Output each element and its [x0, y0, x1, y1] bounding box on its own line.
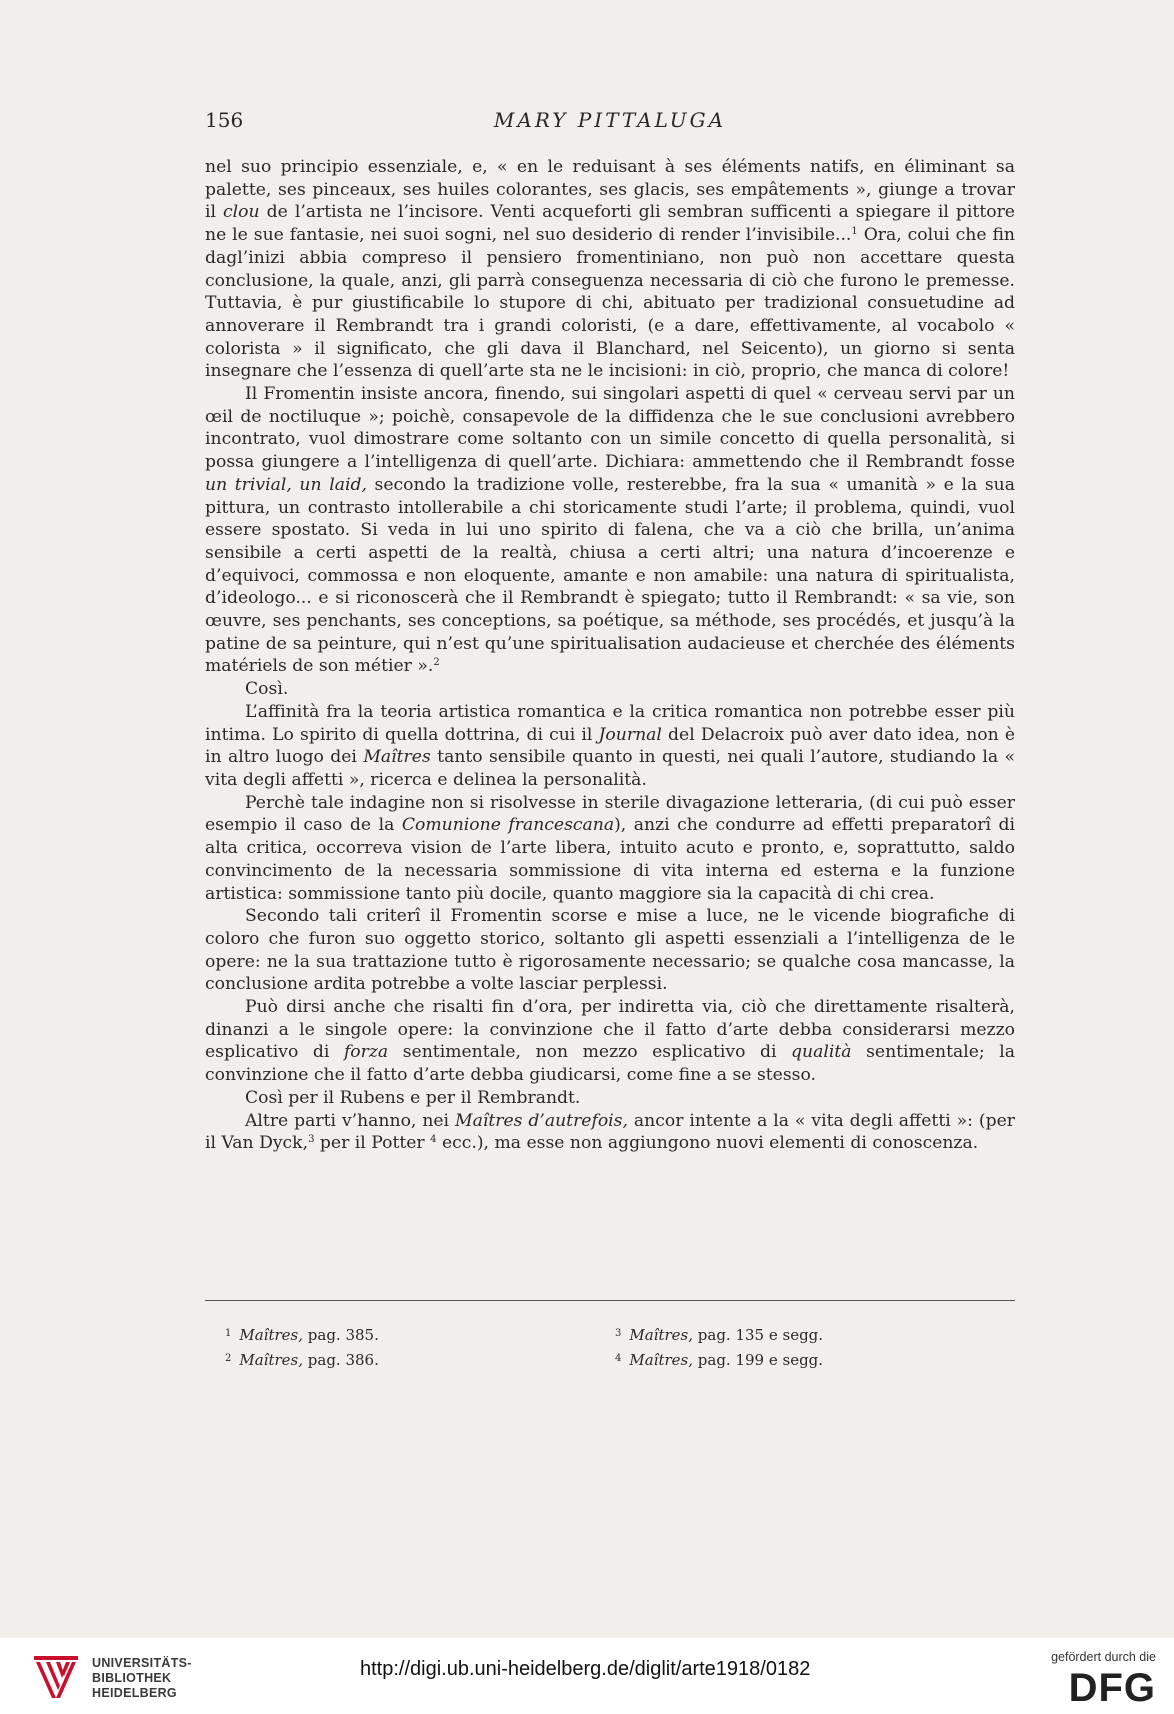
footnote-ref: 2	[433, 657, 440, 669]
text-run: Può dirsi anche che risalti fin d’ora, per indiretta via, ciò che direttamente risalterà, dinanzi a le singole opere: la convinzione che il fatto d’arte debba considerarsi mezzo esplicativo di	[205, 997, 1015, 1063]
italic-text: un trivial, un laid,	[205, 474, 367, 495]
footnote-mark: 1	[225, 1328, 232, 1339]
text-run: tanto sensibile quanto in questi, nei quali l’autore, studiando la « vita degli affetti », ricerca e delinea la personalità.	[205, 747, 1015, 790]
footnote	[225, 1347, 585, 1372]
footnote-ref-text: pag. 385.	[303, 1326, 379, 1344]
footnotes-left-column	[225, 1322, 585, 1372]
footnote-ref-text: pag. 199 e segg.	[693, 1351, 824, 1369]
text-run: ecc.), ma esse non aggiungono nuovi elementi di conoscenza.	[436, 1133, 979, 1154]
footnote-ref-text: pag. 386.	[303, 1351, 379, 1369]
text-run: Ora, colui che fin dagl’inizi abbia compreso il pensiero fromentiniano, non può non accettare questa conclusione, la quale, anzi, gli parrà conseguenza necessaria di ciò che furono le premesse. Tuttavia, è pur giustificabile lo stupore di chi, abituato per tradizional consuetudine ad annoverare il Rembrandt tra i grandi coloristi, (e a dare, effettivamente, al vocabolo « colorista » il significato, che gli dava il Blanchard, nel Seicento), un giorno si senta insegnare che l’essenza di quell’arte sta ne le incisioni: in ciò, proprio, che manca di colore!	[205, 225, 1015, 382]
text-run: Secondo tali criterî il Fromentin scorse e mise a luce, ne le vicende biografiche di coloro che furon suo oggetto storico, soltanto gli aspetti essenziali a l’intelligenza de le opere: ne la sua trattazione tutto è rigorosamente necessario; se qualche cosa mancasse, la conclusione ardita potrebbe a volte lasciar perplessi.	[205, 906, 1015, 995]
footnote	[615, 1322, 975, 1347]
footnote-ref: 1	[851, 226, 858, 238]
paragraph	[205, 701, 1015, 792]
paragraph	[205, 1110, 1015, 1155]
text-run: Perchè tale indagine non si risolvesse in sterile divagazione letteraria, (di cui può esser esempio il caso de la	[205, 792, 1015, 836]
footnotes-right-column	[615, 1322, 975, 1372]
funded-by-label: gefördert durch die	[1051, 1650, 1156, 1664]
footnote-separator	[205, 1300, 1015, 1301]
italic-text: Maîtres d’autrefois,	[455, 1110, 628, 1131]
footnote	[615, 1347, 975, 1372]
footnote	[225, 1322, 585, 1347]
italic-text: Journal	[598, 724, 662, 745]
text-run: sentimentale, non mezzo esplicativo di	[388, 1042, 792, 1063]
text-run: L’affinità fra la teoria artistica romantica e la critica romantica non potrebbe esser più intima. Lo spirito di quella dottrina, di cui il	[205, 701, 1015, 745]
running-head: MARY PITTALUGA	[493, 108, 727, 132]
text-run: Così.	[245, 679, 289, 700]
footnote-mark: 3	[615, 1328, 622, 1339]
italic-text: clou	[223, 202, 260, 223]
footnote-mark: 2	[225, 1353, 232, 1364]
text-run: ), anzi che condurre ad effetti preparatorî di alta critica, occorreva vision de l’arte libera, intuito acuto e pronto, e, soprattutto, saldo convincimento de la necessaria sommissione di vita interna ed esterna e la funzione artistica: sommissione tanto più docile, quanto maggiore sia la capacità di chi crea.	[205, 815, 1015, 904]
paragraph	[205, 905, 1015, 996]
text-run: secondo la tradizione volle, resterebbe, fra la sua « umanità » e la sua pittura, un contrasto intollerabile a chi storicamente studi l’arte; il problema, quindi, vuol essere spostato. Si veda in lui uno spirito di falena, che va a ciò che brilla, un’anima sensibile a certi aspetti de la realtà, chiusa a certi altri; una natura d’incoerenze e d’equivoci, commossa e non eloquente, amante e non amabile: una natura di spiritualista, d’ideologo... e si riconoscerà che il Rembrandt è spiegato; tutto il Rembrandt: « sa vie, son œuvre, ses penchants, ses conceptions, sa poétique, sa méthode, ses procédés, et jusqu’à la patine de sa peinture, qui n’est qu’une spiritualisation audacieuse et cherchée des éléments matériels de son métier ».	[205, 474, 1015, 677]
page-number: 156	[205, 108, 244, 132]
library-name-line: BIBLIOTHEK	[92, 1671, 172, 1685]
footnote-work: Maîtres,	[629, 1351, 694, 1369]
text-run: Altre parti v’hanno, nei	[245, 1110, 455, 1131]
text-run: sentimentale; la convinzione che il fatto d’arte debba giudicarsi, come fine a se stesso.	[205, 1042, 1015, 1086]
text-run: per il Potter	[314, 1133, 431, 1154]
text-run: del Delacroix può aver dato idea, non è in altro luogo dei	[205, 724, 1015, 768]
text-run: Così per il Rubens e per il Rembrandt.	[245, 1087, 581, 1108]
text-run: ancor intente a la « vita degli affetti »: (per il Van Dyck,	[205, 1110, 1015, 1154]
footnote-ref: 3	[308, 1134, 315, 1146]
digitization-footer	[0, 1638, 1174, 1714]
italic-text: Maîtres	[363, 747, 431, 768]
dfg-logo: DFG	[1068, 1666, 1156, 1710]
italic-text: Comunione francescana	[401, 815, 615, 836]
footnote-mark: 4	[615, 1353, 622, 1364]
library-name-line: HEIDELBERG	[92, 1686, 177, 1700]
footnote-work: Maîtres,	[239, 1351, 304, 1369]
paragraph	[205, 678, 1015, 701]
library-name-line: UNIVERSITÄTS-	[92, 1656, 192, 1670]
footnote-work: Maîtres,	[629, 1326, 694, 1344]
text-run: nel suo principio essenziale, e, « en le reduisant à ses éléments natifs, en éliminant sa palette, ses pinceaux, ses huiles colorantes, ses glacis, ses empâtements », giunge a trovar il	[205, 157, 1015, 223]
text-run: Il Fromentin insiste ancora, finendo, sui singolari aspetti di quel « cerveau servi par un œil de noctiluque »; poichè, consapevole de la diffidenza che le sue conclusioni avrebbero incontrato, vuol dimostrare come soltanto con un simile concetto di quella personalità, si possa giungere a l’intelligenza di quell’arte. Dichiara: ammettendo che il Rembrandt fosse	[205, 384, 1015, 473]
body-text	[205, 156, 1015, 1155]
page-header	[205, 108, 1015, 136]
permalink-url[interactable]: http://digi.ub.uni-heidelberg.de/diglit/arte1918/0182	[360, 1658, 811, 1680]
italic-text: qualità	[791, 1042, 852, 1063]
footnote-work: Maîtres,	[239, 1326, 304, 1344]
library-logo-icon	[30, 1652, 82, 1704]
paragraph	[205, 996, 1015, 1087]
paragraph	[205, 156, 1015, 383]
text-run: de l’artista ne l’incisore. Venti acqueforti gli sembran sufficenti a spiegare il pittore ne le sue fantasie, nei suoi sogni, nel suo desiderio di render l’invisibile...	[205, 202, 1015, 246]
paragraph	[205, 1087, 1015, 1110]
paragraph	[205, 792, 1015, 906]
footnote-ref: 4	[430, 1134, 437, 1146]
paragraph	[205, 383, 1015, 678]
footnote-ref-text: pag. 135 e segg.	[693, 1326, 824, 1344]
italic-text: forza	[343, 1042, 389, 1063]
library-name	[92, 1656, 192, 1701]
